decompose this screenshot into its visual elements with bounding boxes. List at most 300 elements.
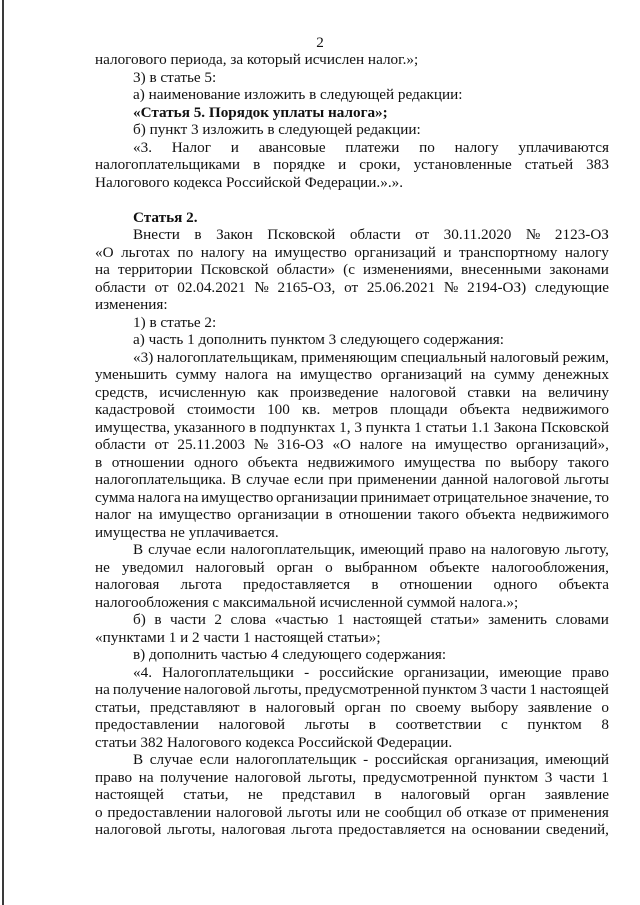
word: 25.06.2021 — [366, 278, 436, 296]
word: получение — [112, 681, 181, 698]
word: заявление — [544, 786, 609, 803]
word: подпунктах — [260, 418, 336, 436]
text-line — [95, 786, 609, 804]
text-line: 3) в статье 5: — [133, 68, 217, 86]
word: специальный — [400, 348, 487, 366]
word: на — [276, 366, 292, 383]
page-number: 2 — [316, 34, 324, 51]
word: налога — [224, 366, 269, 383]
word: Псковской — [267, 226, 336, 243]
word: не — [365, 803, 380, 821]
word: 100 — [267, 401, 290, 418]
word: пункта — [365, 418, 411, 436]
word: на — [95, 681, 110, 698]
word: сумму — [175, 366, 217, 383]
word: орган — [276, 558, 314, 576]
word: недвижимого — [522, 401, 609, 418]
text-line — [95, 804, 609, 822]
word: уплачиваются — [518, 138, 609, 156]
word: одного — [194, 453, 239, 471]
word: метров — [332, 401, 378, 418]
word: имущество — [299, 366, 373, 383]
word: 1 — [529, 681, 537, 698]
word: налогу — [454, 138, 499, 156]
text-line — [95, 489, 609, 507]
word: в — [249, 698, 257, 716]
word: на — [137, 506, 153, 523]
word: налоговой — [389, 383, 457, 401]
text-line: а) наименование изложить в следующей редакции: — [133, 86, 463, 103]
word: выбору — [470, 698, 519, 716]
word: в — [371, 576, 379, 593]
word: применении — [357, 471, 437, 488]
word: данной — [441, 471, 489, 488]
word: организаций — [354, 243, 436, 261]
word: и — [338, 156, 347, 173]
word: исчисленную — [159, 383, 246, 401]
word: на — [470, 541, 486, 558]
word: отношении — [338, 506, 412, 523]
text-line — [95, 244, 609, 262]
word: льготы, — [253, 681, 302, 698]
text-line: в) дополнить частью 4 следующего содержания: — [133, 646, 447, 663]
word: не — [95, 558, 110, 576]
word: 316-ОЗ — [277, 436, 324, 453]
word: от — [154, 436, 169, 453]
word: или — [336, 803, 361, 821]
document-body — [95, 51, 609, 839]
word: налоговая — [95, 576, 160, 593]
word: право — [95, 768, 133, 786]
text-line — [95, 261, 609, 279]
word: в — [249, 418, 257, 436]
text-line — [95, 471, 609, 489]
word: такого — [567, 453, 609, 471]
word: предоставляется — [338, 821, 446, 838]
word: случае — [246, 471, 290, 488]
word: 3 — [479, 681, 488, 698]
word: если — [196, 541, 226, 558]
word: в — [95, 453, 103, 471]
word: выбранном — [344, 558, 418, 576]
word: налоговой — [184, 681, 251, 698]
word: по — [419, 138, 435, 156]
word: статьей — [524, 156, 574, 173]
word: как — [257, 383, 279, 401]
word: объекта — [459, 401, 510, 418]
word: 02.04.2021 — [177, 278, 246, 296]
word: льготы — [287, 803, 332, 821]
word: налоговой — [95, 821, 162, 838]
word: Закона — [493, 418, 538, 436]
word: предоставляется — [243, 576, 351, 593]
word: сумма — [95, 488, 135, 506]
text-line: имущества не уплачивается. — [95, 523, 279, 541]
word: статьи — [425, 418, 468, 436]
word: право — [428, 541, 466, 558]
word: В — [231, 471, 242, 488]
word: 1, — [339, 418, 351, 436]
word: не — [247, 786, 263, 803]
word: налоговой — [218, 716, 285, 733]
word: льготы — [564, 471, 609, 488]
word: - — [304, 663, 310, 681]
word: объекта — [247, 453, 298, 471]
word: слова — [230, 611, 267, 628]
word: предоставлении — [107, 803, 212, 821]
word: в — [374, 786, 382, 803]
word: имущество — [435, 436, 508, 453]
word: «4. — [133, 663, 152, 681]
word: Закон — [216, 226, 253, 243]
word: площади — [389, 401, 448, 418]
word: в — [368, 716, 376, 733]
word: пунктом — [527, 716, 582, 733]
word: части — [558, 768, 595, 786]
word: на — [411, 436, 427, 453]
word: режим, — [562, 348, 609, 366]
word: имеющие — [499, 663, 562, 681]
word: о — [601, 698, 609, 716]
word: сроки, — [359, 156, 401, 173]
word: недвижимого — [522, 506, 609, 523]
word: ставки — [467, 383, 511, 401]
word: Псковской — [200, 261, 269, 278]
word: организация, — [454, 751, 539, 768]
word: соответствии — [395, 716, 482, 733]
word: о — [95, 803, 103, 821]
word: если — [294, 471, 324, 488]
word: имеющий — [360, 541, 424, 558]
word: Внести — [133, 226, 180, 243]
word: отказе — [466, 803, 508, 821]
word: 383 — [586, 156, 609, 173]
word: «3) — [133, 348, 154, 366]
word: следующие — [534, 278, 609, 296]
word: налоговый — [265, 698, 335, 716]
text-line: изменения: — [95, 296, 168, 313]
word: применения — [530, 803, 609, 821]
word: налоговая — [221, 821, 286, 838]
word: такого — [417, 506, 460, 523]
word: представляют — [149, 698, 240, 716]
article-heading: «Статья 5. Порядок уплаты налога»; — [133, 103, 388, 121]
text-line: налогообложения с максимальной исчисленной суммой налога.»; — [95, 593, 519, 611]
word: 2123-ОЗ — [554, 226, 609, 243]
word: от — [344, 278, 359, 296]
word: части — [490, 681, 527, 698]
text-line: 1) в статье 2: — [133, 313, 217, 331]
word: по — [177, 243, 194, 261]
word: в — [154, 611, 162, 628]
word: объекте — [429, 558, 480, 576]
word: от — [415, 226, 430, 243]
word: изменениями, — [363, 261, 453, 278]
text-line — [95, 401, 609, 419]
word: организации, — [403, 663, 490, 681]
word: и — [230, 138, 239, 156]
word: недвижимого — [307, 453, 395, 471]
word: в — [194, 226, 202, 243]
word: 1.1 — [470, 418, 490, 436]
word: и — [443, 243, 452, 261]
word: льготах — [121, 243, 170, 261]
word: 2 — [214, 611, 222, 628]
word: заменить — [488, 611, 547, 628]
word: «О — [95, 243, 114, 261]
word: 25.11.2003 — [177, 436, 246, 453]
word: уведомил — [121, 558, 184, 576]
word: налоговой — [234, 768, 302, 786]
word: налоговый — [489, 348, 560, 366]
word: б) — [133, 611, 146, 628]
word: В — [133, 541, 144, 558]
word: части — [170, 611, 206, 628]
word: льготы — [304, 716, 350, 733]
word: кв. — [301, 401, 321, 418]
word: № — [443, 278, 459, 296]
word: внесенными — [461, 261, 542, 278]
word: получение — [160, 768, 229, 786]
word: льгота — [291, 821, 333, 838]
text-line — [95, 506, 609, 524]
text-line — [95, 384, 609, 402]
word: отношении — [399, 576, 473, 593]
word: области» — [276, 261, 336, 278]
word: имущества — [404, 453, 476, 471]
word: право — [571, 663, 609, 681]
word: заявление — [527, 698, 592, 716]
word: установленные — [413, 156, 512, 173]
word: настоящей — [95, 786, 164, 803]
word: налоге — [359, 436, 403, 453]
word: налога — [137, 488, 181, 506]
word: в — [253, 156, 261, 173]
word: льготу, — [564, 541, 609, 558]
text-line — [95, 419, 609, 437]
text-line — [95, 279, 609, 297]
word: «частью — [274, 611, 329, 628]
word: принимает — [360, 488, 431, 506]
word: льгота — [180, 576, 222, 593]
word: Налогоплательщики — [162, 663, 294, 681]
text-line: «пунктами 1 и 2 части 1 настоящей статьи»; — [95, 628, 381, 646]
word: основании — [471, 821, 541, 838]
word: значение, — [530, 488, 593, 506]
text-line: статьи 382 Налогового кодекса Российской Федерации. — [95, 733, 453, 751]
word: кадастровой — [95, 401, 175, 418]
word: налоговой — [493, 471, 560, 488]
word: российские — [319, 663, 394, 681]
word: отношении — [111, 453, 185, 471]
text-line — [95, 156, 609, 174]
word: 1 — [336, 611, 345, 628]
word: орган — [344, 698, 381, 716]
text-line — [95, 664, 609, 682]
text-line: Налогового кодекса Российской Федерации.».». — [95, 173, 404, 191]
text-line: б) пункт 3 изложить в следующей редакции: — [133, 121, 421, 138]
word: налогоплательщик, — [230, 541, 356, 558]
text-line — [95, 751, 609, 769]
word: пунктом — [422, 681, 477, 698]
text-line — [95, 454, 609, 472]
word: на — [252, 243, 268, 261]
word: 1 — [601, 768, 609, 786]
word: представил — [282, 786, 356, 803]
word: случае — [148, 541, 192, 558]
word: 3 — [544, 768, 553, 786]
text-line — [95, 226, 609, 244]
word: применяющим — [301, 348, 398, 366]
word: по — [390, 698, 407, 716]
word: пунктом — [483, 768, 539, 786]
word: № — [254, 278, 269, 296]
word: транспортному — [458, 243, 558, 261]
word: статьи, — [95, 698, 141, 716]
word: по — [485, 453, 501, 471]
word: предусмотренной — [362, 768, 478, 786]
text-line — [95, 349, 609, 367]
word: № — [525, 226, 541, 243]
word: имущество — [274, 243, 347, 261]
text-line — [95, 681, 609, 699]
word: статьи, — [183, 786, 229, 803]
word: от — [154, 278, 169, 296]
word: настоящей — [539, 681, 609, 698]
text-line: налогового периода, за который исчислен налог.»; — [95, 51, 419, 68]
text-line — [95, 699, 609, 717]
word: налог — [95, 506, 132, 523]
word: налогу — [200, 243, 245, 261]
word: о — [325, 558, 333, 576]
text-line — [95, 139, 609, 157]
word: сумму — [493, 366, 535, 383]
word: денежных — [543, 366, 609, 383]
word: орган — [489, 786, 526, 803]
word: налогоплательщика. — [95, 471, 227, 488]
word: льготы, — [307, 768, 357, 786]
word: указанного — [173, 418, 246, 436]
word: территории — [117, 261, 193, 278]
word: об — [446, 803, 462, 821]
word: произведение — [289, 383, 379, 401]
word: с — [501, 716, 508, 733]
word: организации — [276, 488, 358, 506]
word: имущество — [158, 506, 232, 523]
word: предоставлении — [95, 716, 199, 733]
word: величину — [547, 383, 609, 401]
word: области — [95, 436, 146, 453]
text-line — [95, 769, 609, 787]
word: при — [328, 471, 353, 488]
word: платежи — [345, 138, 400, 156]
word: налоговый — [400, 786, 471, 803]
word: налогоплательщик — [235, 751, 357, 768]
text-line: а) часть 1 дополнить пунктом 3 следующего содержания: — [133, 331, 504, 348]
word: в — [325, 506, 333, 523]
word: № — [253, 436, 269, 453]
word: Налог — [171, 138, 211, 156]
word: предусмотренной — [304, 681, 420, 698]
text-line — [95, 821, 609, 839]
word: стоимости — [186, 401, 255, 418]
word: льготы, — [167, 821, 216, 838]
word: имущества, — [95, 418, 171, 436]
word: на — [470, 366, 486, 383]
word: Псковской — [540, 418, 609, 436]
word: налоговой — [215, 803, 283, 821]
word: (с — [343, 261, 355, 278]
word: настоящей — [352, 611, 422, 628]
word: статьи» — [430, 611, 480, 628]
scan-edge-line — [2, 0, 4, 905]
word: 8 — [601, 716, 609, 733]
text-line — [95, 576, 609, 594]
word: объекта — [465, 506, 516, 523]
word: если — [199, 751, 230, 768]
word: «О — [332, 436, 351, 453]
word: случае — [149, 751, 193, 768]
word: организаций — [380, 366, 463, 383]
word: организации — [237, 506, 320, 523]
word: одного — [493, 576, 538, 593]
word: российская — [374, 751, 448, 768]
word: «3. — [133, 138, 152, 156]
word: словами — [555, 611, 609, 628]
word: организаций», — [515, 436, 609, 453]
word: имеющий — [545, 751, 609, 768]
word: объекта — [558, 576, 609, 593]
word: на — [138, 768, 154, 786]
word: авансовые — [258, 138, 326, 156]
word: 2194-ОЗ) — [467, 278, 527, 296]
word: то — [594, 488, 609, 506]
word: 1 — [414, 418, 422, 436]
word: налогообложения, — [491, 558, 609, 576]
word: порядке — [273, 156, 326, 173]
word: сведений, — [545, 821, 609, 838]
word: налоговую — [490, 541, 560, 558]
word: 30.11.2020 — [443, 226, 512, 243]
text-line — [95, 541, 609, 559]
text-line — [95, 716, 609, 734]
word: налогоплательщикам, — [156, 348, 298, 366]
word: - — [363, 751, 369, 768]
word: сообщил — [384, 803, 442, 821]
word: на — [521, 383, 537, 401]
text-line — [95, 559, 609, 577]
word: области — [95, 278, 146, 296]
text-line — [95, 436, 609, 454]
word: выбору — [510, 453, 559, 471]
word: отрицательное — [432, 488, 528, 506]
word: уменьшить — [95, 366, 168, 383]
word: своему — [415, 698, 462, 716]
word: средств, — [95, 383, 148, 401]
word: области — [349, 226, 401, 243]
word: имущество — [201, 488, 274, 506]
word: законами — [549, 261, 609, 278]
word: 3 — [354, 418, 362, 436]
article-heading: Статья 2. — [133, 208, 198, 226]
text-line — [95, 366, 609, 384]
word: на — [183, 488, 199, 506]
word: на — [451, 821, 466, 838]
word: 2165-ОЗ, — [277, 278, 336, 296]
word: В — [133, 751, 144, 768]
word: от — [511, 803, 526, 821]
text-line — [95, 611, 609, 629]
